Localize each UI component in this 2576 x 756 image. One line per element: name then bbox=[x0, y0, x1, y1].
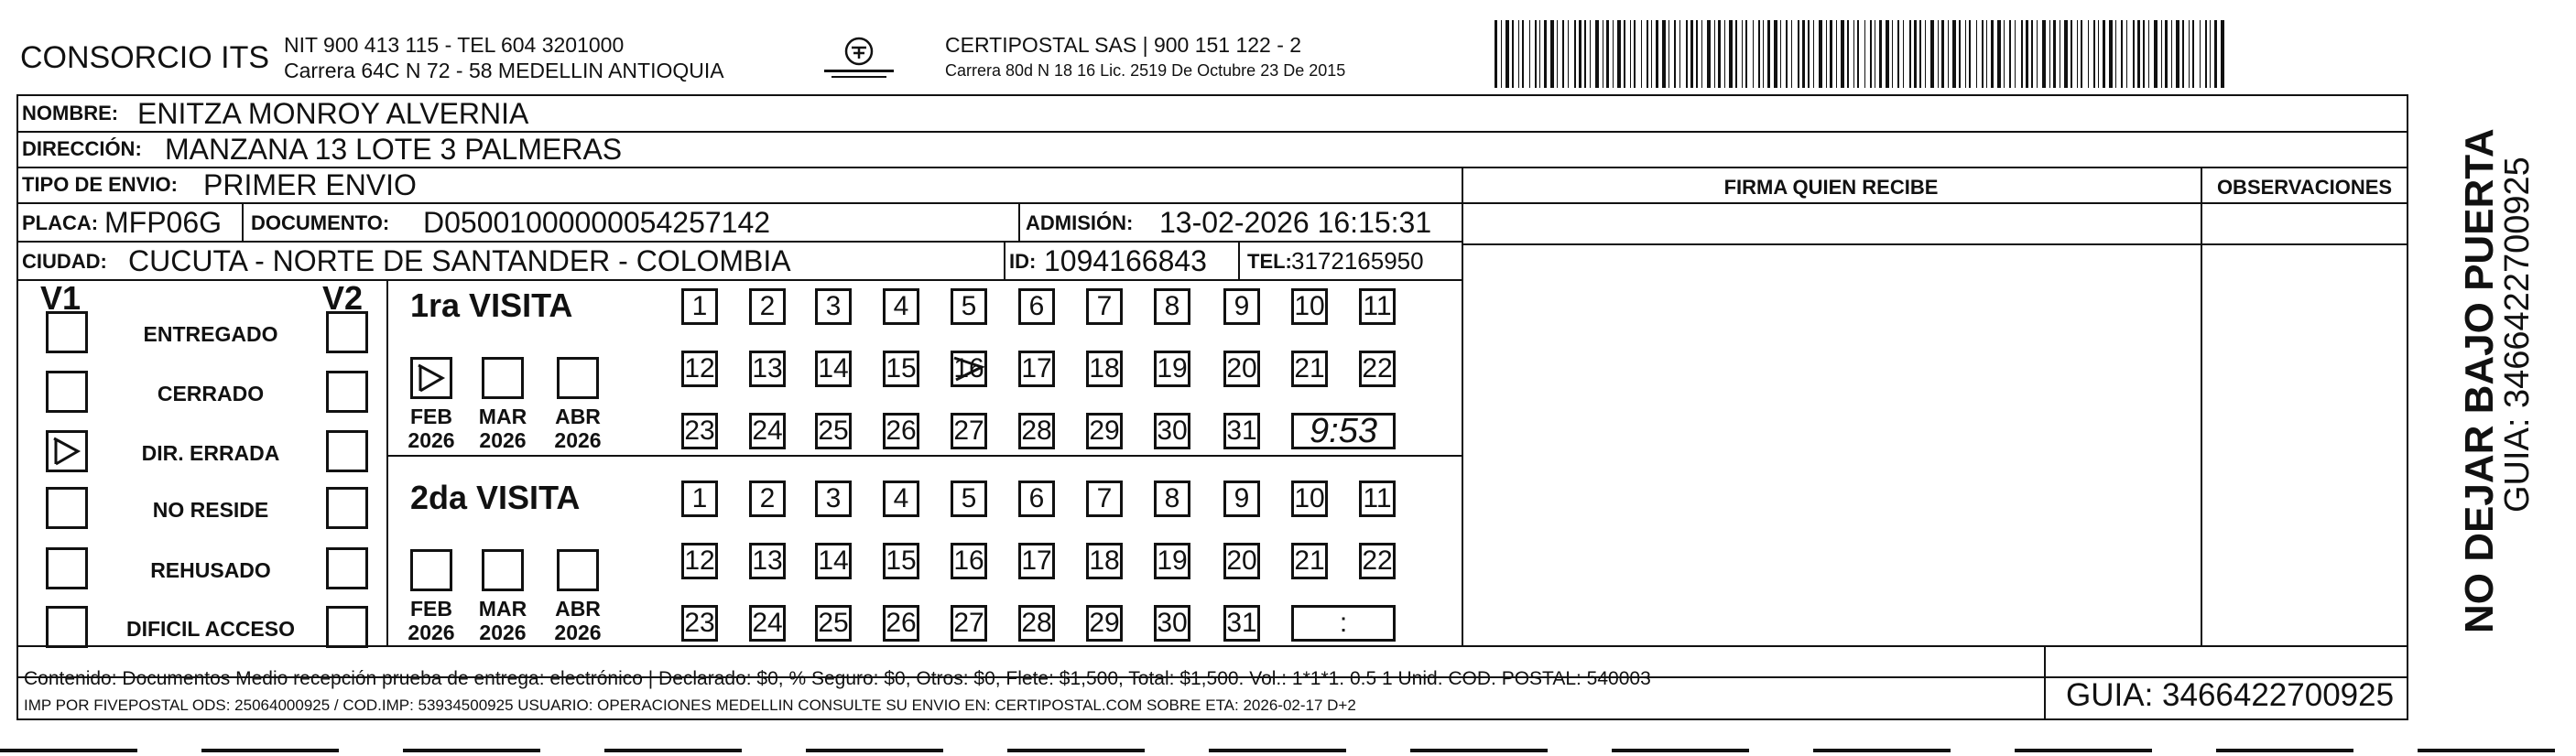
day-box[interactable]: 9 bbox=[1223, 481, 1260, 517]
day-box[interactable]: 2 bbox=[749, 288, 786, 325]
day-box[interactable]: 30 bbox=[1154, 605, 1190, 642]
day-box[interactable]: 20 bbox=[1223, 351, 1260, 387]
certipostal-logo bbox=[815, 33, 903, 84]
day-box[interactable]: 3 bbox=[815, 481, 852, 517]
side-guia: GUIA: 3466422700925 bbox=[2498, 157, 2537, 513]
day-box[interactable]: 13 bbox=[749, 543, 786, 579]
day-box[interactable]: 26 bbox=[883, 605, 919, 642]
day-box[interactable]: 16 bbox=[951, 351, 987, 387]
check-mark-icon bbox=[413, 360, 450, 396]
day-box[interactable]: 17 bbox=[1018, 351, 1055, 387]
day-box[interactable]: 5 bbox=[951, 288, 987, 325]
day-box[interactable]: 18 bbox=[1086, 351, 1123, 387]
documento-label: DOCUMENTO: bbox=[251, 211, 390, 234]
nombre-value: ENITZA MONROY ALVERNIA bbox=[137, 97, 529, 130]
day-mark-icon bbox=[951, 351, 987, 387]
day-box[interactable]: 28 bbox=[1018, 413, 1055, 449]
month-year: 2026 bbox=[408, 428, 455, 453]
day-box[interactable]: 23 bbox=[681, 605, 718, 642]
v1-label: V1 bbox=[40, 279, 82, 317]
day-box[interactable]: 7 bbox=[1086, 288, 1123, 325]
day-box[interactable]: 14 bbox=[815, 351, 852, 387]
documento-value: D05001000000054257142 bbox=[423, 206, 771, 239]
month-name: FEB bbox=[410, 597, 452, 621]
day-box[interactable]: 11 bbox=[1359, 288, 1396, 325]
v2-label: V2 bbox=[322, 279, 364, 317]
day-box[interactable]: 1 bbox=[681, 288, 718, 325]
no-dejar-bajo-puerta: NO DEJAR BAJO PUERTA bbox=[2457, 128, 2502, 633]
id-label: ID: bbox=[1009, 250, 1037, 273]
day-box[interactable]: 29 bbox=[1086, 605, 1123, 642]
month-year: 2026 bbox=[479, 428, 527, 453]
company-address: Carrera 64C N 72 - 58 MEDELLIN ANTIOQUIA bbox=[284, 59, 724, 82]
footer-contenido: Contenido: Documentos Medio recepción prueba de entrega: electrónico | Declarado: $0, % Seguro: $0, Otros: $0, Flete: $1,500, Total: $1,500. Vol.: 1*1*1. 0.5 1 Unid. COD. POSTAL: 540003 bbox=[24, 668, 1651, 689]
day-box[interactable]: 14 bbox=[815, 543, 852, 579]
ciudad-label: CIUDAD: bbox=[22, 250, 107, 273]
month-year: 2026 bbox=[479, 621, 527, 645]
status-label: CERRADO bbox=[157, 382, 265, 405]
direccion-value: MANZANA 13 LOTE 3 PALMERAS bbox=[165, 133, 623, 166]
month-year: 2026 bbox=[554, 621, 602, 645]
barcode-icon bbox=[1495, 20, 2227, 88]
month-checkbox[interactable] bbox=[482, 549, 524, 591]
day-box[interactable]: 5 bbox=[951, 481, 987, 517]
time-box[interactable]: : bbox=[1291, 605, 1396, 642]
day-box[interactable]: 4 bbox=[883, 288, 919, 325]
v1-checkbox[interactable] bbox=[46, 487, 88, 529]
month-checkbox[interactable] bbox=[557, 357, 599, 399]
day-box[interactable]: 25 bbox=[815, 605, 852, 642]
v1-checkbox[interactable] bbox=[46, 311, 88, 353]
day-box[interactable]: 27 bbox=[951, 605, 987, 642]
v1-checkbox[interactable] bbox=[46, 430, 88, 472]
v2-checkbox[interactable] bbox=[326, 430, 368, 472]
firma-label: FIRMA QUIEN RECIBE bbox=[1723, 176, 1939, 199]
month-checkbox[interactable] bbox=[557, 549, 599, 591]
tel-value: 3172165950 bbox=[1291, 247, 1424, 275]
day-box[interactable]: 8 bbox=[1154, 481, 1190, 517]
day-box[interactable]: 12 bbox=[681, 543, 718, 579]
cut-line bbox=[0, 749, 2576, 752]
day-box[interactable]: 26 bbox=[883, 413, 919, 449]
day-box[interactable]: 8 bbox=[1154, 288, 1190, 325]
day-box[interactable]: 22 bbox=[1359, 351, 1396, 387]
day-box[interactable]: 13 bbox=[749, 351, 786, 387]
v1-checkbox[interactable] bbox=[46, 547, 88, 589]
ciudad-value: CUCUTA - NORTE DE SANTANDER - COLOMBIA bbox=[128, 244, 791, 277]
day-box[interactable]: 15 bbox=[883, 351, 919, 387]
day-box[interactable]: 4 bbox=[883, 481, 919, 517]
day-box[interactable]: 28 bbox=[1018, 605, 1055, 642]
day-box[interactable]: 31 bbox=[1223, 413, 1260, 449]
day-box[interactable]: 31 bbox=[1223, 605, 1260, 642]
certipostal-name: CERTIPOSTAL SAS | 900 151 122 - 2 bbox=[945, 33, 1302, 57]
day-box[interactable]: 6 bbox=[1018, 288, 1055, 325]
visit-title: 2da VISITA bbox=[410, 479, 581, 516]
v1-checkbox[interactable] bbox=[46, 606, 88, 648]
day-box[interactable]: 11 bbox=[1359, 481, 1396, 517]
day-box[interactable]: 19 bbox=[1154, 351, 1190, 387]
day-box[interactable]: 1 bbox=[681, 481, 718, 517]
month-name: FEB bbox=[410, 405, 452, 428]
footer-imp: IMP POR FIVEPOSTAL ODS: 25064000925 / COD.IMP: 53934500925 USUARIO: OPERACIONES MEDELLIN CONSULTE SU ENVIO EN: CERTIPOSTAL.COM SOBRE ETA: 2026-02-17 D+2 bbox=[24, 697, 1356, 714]
day-box[interactable]: 9 bbox=[1223, 288, 1260, 325]
day-box[interactable]: 3 bbox=[815, 288, 852, 325]
day-box[interactable]: 10 bbox=[1291, 481, 1328, 517]
day-box[interactable]: 30 bbox=[1154, 413, 1190, 449]
month-year: 2026 bbox=[408, 621, 455, 645]
status-label: REHUSADO bbox=[150, 558, 271, 582]
status-label: DIR. ERRADA bbox=[141, 441, 280, 465]
nit-line: NIT 900 413 115 - TEL 604 3201000 bbox=[284, 33, 625, 57]
month-name: MAR bbox=[478, 597, 527, 621]
check-mark-icon bbox=[49, 433, 85, 470]
v2-checkbox[interactable] bbox=[326, 547, 368, 589]
placa-value: MFP06G bbox=[104, 206, 223, 239]
month-checkbox[interactable] bbox=[482, 357, 524, 399]
month-checkbox[interactable] bbox=[410, 357, 452, 399]
day-box[interactable]: 15 bbox=[883, 543, 919, 579]
admision-label: ADMISIÓN: bbox=[1026, 211, 1134, 234]
certipostal-logo-icon bbox=[815, 33, 903, 84]
v1-checkbox[interactable] bbox=[46, 371, 88, 413]
company-name: CONSORCIO ITS bbox=[20, 40, 270, 75]
observaciones-label: OBSERVACIONES bbox=[2216, 176, 2393, 199]
tipo-envio-label: TIPO DE ENVIO: bbox=[22, 173, 178, 196]
certipostal-license: Carrera 80d N 18 16 Lic. 2519 De Octubre 23 De 2015 bbox=[945, 61, 1346, 80]
day-box[interactable]: 24 bbox=[749, 605, 786, 642]
tipo-envio-value: PRIMER ENVIO bbox=[203, 168, 417, 201]
day-box[interactable]: 12 bbox=[681, 351, 718, 387]
month-name: ABR bbox=[555, 405, 601, 428]
day-box[interactable]: 16 bbox=[951, 543, 987, 579]
day-box[interactable]: 24 bbox=[749, 413, 786, 449]
barcode bbox=[1495, 20, 2227, 88]
direccion-label: DIRECCIÓN: bbox=[22, 137, 142, 160]
month-checkbox[interactable] bbox=[410, 549, 452, 591]
status-label: ENTREGADO bbox=[143, 322, 278, 346]
day-box[interactable]: 6 bbox=[1018, 481, 1055, 517]
day-box[interactable]: 23 bbox=[681, 413, 718, 449]
v2-checkbox[interactable] bbox=[326, 371, 368, 413]
status-label: NO RESIDE bbox=[152, 498, 269, 522]
nombre-label: NOMBRE: bbox=[22, 102, 119, 124]
placa-label: PLACA: bbox=[22, 211, 99, 234]
tel-label: TEL: bbox=[1247, 250, 1292, 273]
status-label: DIFICIL ACCESO bbox=[125, 617, 295, 641]
v2-checkbox[interactable] bbox=[326, 606, 368, 648]
id-value: 1094166843 bbox=[1044, 244, 1207, 277]
month-year: 2026 bbox=[554, 428, 602, 453]
v2-checkbox[interactable] bbox=[326, 487, 368, 529]
footer-guia: GUIA: 3466422700925 bbox=[2066, 677, 2395, 713]
day-box[interactable]: 21 bbox=[1291, 543, 1328, 579]
day-box[interactable]: 29 bbox=[1086, 413, 1123, 449]
admision-value: 13-02-2026 16:15:31 bbox=[1159, 206, 1432, 239]
day-box[interactable]: 25 bbox=[815, 413, 852, 449]
day-box[interactable]: 2 bbox=[749, 481, 786, 517]
day-box[interactable]: 17 bbox=[1018, 543, 1055, 579]
day-box[interactable]: 21 bbox=[1291, 351, 1328, 387]
visit-title: 1ra VISITA bbox=[410, 286, 573, 324]
day-box[interactable]: 27 bbox=[951, 413, 987, 449]
month-name: ABR bbox=[555, 597, 601, 621]
day-box[interactable]: 10 bbox=[1291, 288, 1328, 325]
time-box[interactable]: 9:53 bbox=[1291, 413, 1396, 449]
day-box[interactable]: 7 bbox=[1086, 481, 1123, 517]
day-box[interactable]: 22 bbox=[1359, 543, 1396, 579]
day-box[interactable]: 20 bbox=[1223, 543, 1260, 579]
side-note bbox=[2412, 110, 2537, 641]
month-name: MAR bbox=[478, 405, 527, 428]
v2-checkbox[interactable] bbox=[326, 311, 368, 353]
day-box[interactable]: 18 bbox=[1086, 543, 1123, 579]
day-box[interactable]: 19 bbox=[1154, 543, 1190, 579]
